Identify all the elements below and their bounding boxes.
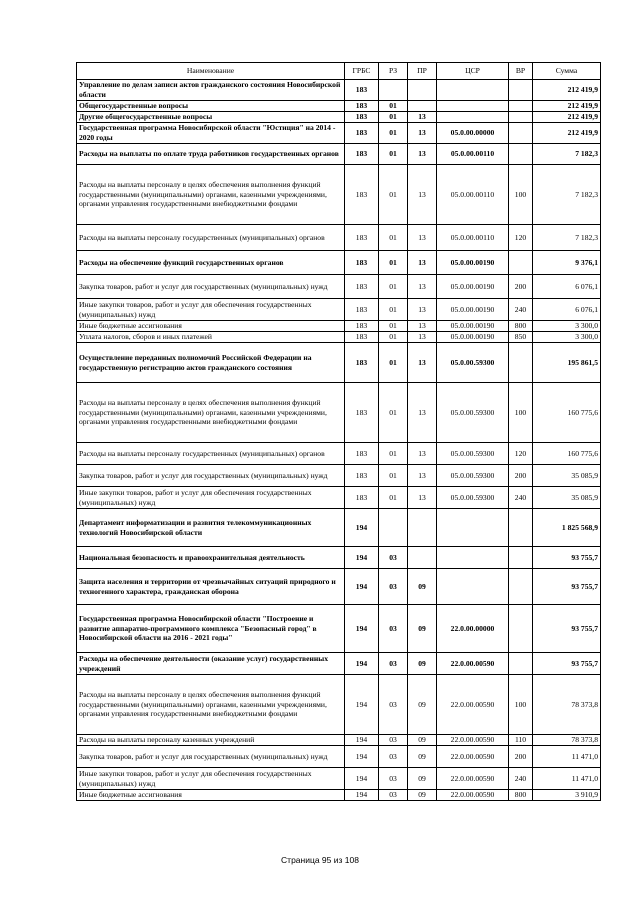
cell-name: Закупка товаров, работ и услуг для государственных (муниципальных) нужд [77,746,345,768]
cell-name: Осуществление переданных полномочий Российской Федерации на государственную регистрацию актов гражданского состояния [77,343,345,383]
cell-pr: 09 [408,790,437,801]
cell-sum: 6 076,1 [533,275,601,299]
cell-rz: 01 [379,487,408,509]
cell-csr: 05.0.00.00190 [437,275,509,299]
cell-csr: 22.0.00.00000 [437,605,509,653]
cell-pr: 13 [408,383,437,443]
cell-sum: 7 182,3 [533,144,601,165]
cell-name: Расходы на выплаты персоналу государственных (муниципальных) органов [77,443,345,465]
cell-csr: 22.0.00.00590 [437,768,509,790]
cell-grbs: 183 [345,112,379,123]
cell-sum: 212 419,9 [533,80,601,101]
cell-csr: 05.0.00.59300 [437,465,509,487]
cell-rz: 03 [379,746,408,768]
cell-grbs: 183 [345,80,379,101]
cell-csr: 05.0.00.59300 [437,487,509,509]
header-sum: Сумма [533,63,601,80]
cell-csr: 05.0.00.59300 [437,443,509,465]
cell-vr: 200 [509,746,533,768]
cell-pr [408,80,437,101]
cell-sum: 78 373,8 [533,735,601,746]
cell-pr: 13 [408,123,437,144]
cell-pr: 13 [408,251,437,275]
cell-name: Общегосударственные вопросы [77,101,345,112]
cell-vr [509,112,533,123]
cell-grbs: 183 [345,251,379,275]
table-row [77,332,601,343]
cell-rz [379,80,408,101]
cell-name: Расходы на выплаты персоналу в целях обеспечения выполнения функций государственными (муниципальными) органами, казенными учреждениями, органами управления государственными внебюджетными фондами [77,675,345,735]
cell-pr [408,509,437,547]
cell-grbs: 183 [345,144,379,165]
cell-name: Закупка товаров, работ и услуг для государственных (муниципальных) нужд [77,465,345,487]
cell-sum: 11 471,0 [533,768,601,790]
cell-name: Другие общегосударственные вопросы [77,112,345,123]
table-row [77,547,601,569]
cell-grbs: 183 [345,225,379,251]
cell-name: Иные бюджетные ассигнования [77,790,345,801]
cell-rz: 01 [379,251,408,275]
table-header-row [77,63,601,80]
cell-name: Национальная безопасность и правоохранительная деятельность [77,547,345,569]
cell-sum: 11 471,0 [533,746,601,768]
cell-pr: 13 [408,165,437,225]
cell-name: Иные закупки товаров, работ и услуг для обеспечения государственных (муниципальных) нужд [77,768,345,790]
cell-rz: 03 [379,790,408,801]
cell-name: Расходы на обеспечение функций государственных органов [77,251,345,275]
cell-sum: 212 419,9 [533,101,601,112]
page-number: Страница 95 из 108 [281,855,359,865]
cell-sum: 7 182,3 [533,225,601,251]
header-pr: ПР [408,63,437,80]
cell-rz: 01 [379,144,408,165]
cell-vr [509,569,533,605]
table-row [77,487,601,509]
cell-rz: 03 [379,675,408,735]
table-row [77,225,601,251]
cell-pr: 13 [408,487,437,509]
cell-pr: 09 [408,569,437,605]
cell-name: Иные бюджетные ассигнования [77,321,345,332]
cell-rz: 01 [379,383,408,443]
cell-csr [437,101,509,112]
cell-grbs: 183 [345,343,379,383]
cell-rz: 01 [379,225,408,251]
table-row [77,80,601,101]
cell-sum: 93 755,7 [533,605,601,653]
cell-vr: 200 [509,465,533,487]
cell-sum: 6 076,1 [533,299,601,321]
cell-vr: 120 [509,225,533,251]
cell-csr: 05.0.00.00190 [437,299,509,321]
cell-vr: 200 [509,275,533,299]
cell-pr: 09 [408,653,437,675]
cell-sum: 212 419,9 [533,123,601,144]
cell-rz: 03 [379,605,408,653]
cell-grbs: 194 [345,768,379,790]
cell-rz: 03 [379,569,408,605]
cell-vr [509,144,533,165]
cell-name: Департамент информатизации и развития телекоммуникационных технологий Новосибирской области [77,509,345,547]
cell-rz: 01 [379,443,408,465]
cell-pr [408,101,437,112]
table-row [77,383,601,443]
cell-sum: 78 373,8 [533,675,601,735]
cell-grbs: 194 [345,509,379,547]
cell-rz: 01 [379,275,408,299]
header-grbs: ГРБС [345,63,379,80]
cell-grbs: 183 [345,275,379,299]
table-row [77,101,601,112]
cell-grbs: 194 [345,746,379,768]
table-row [77,343,601,383]
cell-sum: 1 825 568,9 [533,509,601,547]
cell-pr: 13 [408,321,437,332]
cell-vr [509,251,533,275]
cell-name: Закупка товаров, работ и услуг для государственных (муниципальных) нужд [77,275,345,299]
table-row [77,275,601,299]
cell-pr: 13 [408,443,437,465]
cell-csr: 05.0.00.59300 [437,383,509,443]
cell-rz: 01 [379,123,408,144]
cell-rz: 01 [379,101,408,112]
cell-rz: 01 [379,332,408,343]
cell-csr: 22.0.00.00590 [437,790,509,801]
cell-csr: 05.0.00.59300 [437,343,509,383]
table-row [77,321,601,332]
cell-csr: 05.0.00.00190 [437,251,509,275]
cell-vr: 850 [509,332,533,343]
cell-grbs: 194 [345,653,379,675]
cell-name: Государственная программа Новосибирской области "Построение и развитие аппаратно-программного комплекса "Безопасный город" в Новосибирской области на 2016 - 2021 годы" [77,605,345,653]
table-row [77,768,601,790]
cell-rz: 01 [379,465,408,487]
cell-vr [509,653,533,675]
cell-pr: 13 [408,299,437,321]
cell-grbs: 183 [345,332,379,343]
cell-name: Защита населения и территории от чрезвычайных ситуаций природного и техногенного характера, гражданская оборона [77,569,345,605]
cell-rz: 03 [379,768,408,790]
cell-pr: 13 [408,343,437,383]
table-row [77,605,601,653]
cell-grbs: 183 [345,101,379,112]
cell-rz: 03 [379,547,408,569]
cell-pr: 09 [408,735,437,746]
table-row [77,123,601,144]
cell-pr: 13 [408,332,437,343]
table-row [77,251,601,275]
table-row [77,746,601,768]
cell-rz: 01 [379,112,408,123]
cell-vr [509,547,533,569]
cell-csr [437,569,509,605]
cell-pr [408,547,437,569]
table-row [77,653,601,675]
cell-sum: 35 085,9 [533,465,601,487]
cell-sum: 93 755,7 [533,569,601,605]
cell-vr [509,509,533,547]
cell-vr: 100 [509,165,533,225]
cell-csr: 22.0.00.00590 [437,675,509,735]
cell-csr: 05.0.00.00110 [437,225,509,251]
cell-csr: 05.0.00.00190 [437,332,509,343]
cell-grbs: 183 [345,123,379,144]
cell-vr: 120 [509,443,533,465]
table-row [77,144,601,165]
cell-sum: 9 376,1 [533,251,601,275]
cell-vr [509,605,533,653]
cell-name: Расходы на выплаты персоналу в целях обеспечения выполнения функций государственными (муниципальными) органами, казенными учреждениями, органами управления государственными внебюджетными фондами [77,165,345,225]
cell-sum: 3 300,0 [533,332,601,343]
cell-csr: 05.0.00.00190 [437,321,509,332]
cell-grbs: 183 [345,299,379,321]
cell-sum: 195 861,5 [533,343,601,383]
cell-vr: 240 [509,299,533,321]
table-row [77,465,601,487]
cell-name: Иные закупки товаров, работ и услуг для обеспечения государственных (муниципальных) нужд [77,299,345,321]
cell-pr: 09 [408,746,437,768]
cell-grbs: 183 [345,321,379,332]
cell-name: Расходы на обеспечение деятельности (оказание услуг) государственных учреждений [77,653,345,675]
table-row [77,735,601,746]
cell-csr [437,509,509,547]
cell-rz [379,509,408,547]
cell-pr: 13 [408,275,437,299]
cell-csr: 22.0.00.00590 [437,746,509,768]
cell-rz: 01 [379,321,408,332]
table-row [77,443,601,465]
cell-vr: 100 [509,383,533,443]
header-vr: ВР [509,63,533,80]
cell-vr: 100 [509,675,533,735]
cell-grbs: 194 [345,735,379,746]
cell-sum: 212 419,9 [533,112,601,123]
cell-sum: 160 775,6 [533,383,601,443]
cell-vr: 240 [509,487,533,509]
cell-pr: 13 [408,465,437,487]
cell-rz: 01 [379,165,408,225]
cell-csr: 05.0.00.00110 [437,165,509,225]
cell-sum: 7 182,3 [533,165,601,225]
cell-vr [509,123,533,144]
cell-rz: 03 [379,735,408,746]
cell-rz: 03 [379,653,408,675]
cell-name: Расходы на выплаты персоналу в целях обеспечения выполнения функций государственными (муниципальными) органами, казенными учреждениями, органами управления государственными внебюджетными фондами [77,383,345,443]
cell-sum: 93 755,7 [533,653,601,675]
cell-name: Государственная программа Новосибирской области "Юстиция" на 2014 - 2020 годы [77,123,345,144]
table-row [77,509,601,547]
cell-vr: 110 [509,735,533,746]
cell-name: Расходы на выплаты по оплате труда работников государственных органов [77,144,345,165]
cell-grbs: 194 [345,547,379,569]
cell-name: Управление по делам записи актов гражданского состояния Новосибирской области [77,80,345,101]
cell-csr: 22.0.00.00590 [437,653,509,675]
header-name: Наименование [77,63,345,80]
table-row [77,569,601,605]
table-body [77,80,601,801]
header-csr: ЦСР [437,63,509,80]
cell-pr: 09 [408,675,437,735]
cell-csr: 22.0.00.00590 [437,735,509,746]
cell-sum: 93 755,7 [533,547,601,569]
cell-csr: 05.0.00.00000 [437,123,509,144]
cell-grbs: 183 [345,487,379,509]
cell-csr [437,547,509,569]
cell-grbs: 183 [345,383,379,443]
cell-name: Расходы на выплаты персоналу государственных (муниципальных) органов [77,225,345,251]
cell-sum: 3 300,0 [533,321,601,332]
budget-table [76,62,601,801]
table-row [77,675,601,735]
cell-grbs: 194 [345,790,379,801]
cell-grbs: 183 [345,443,379,465]
cell-vr: 800 [509,321,533,332]
cell-sum: 160 775,6 [533,443,601,465]
cell-rz: 01 [379,299,408,321]
cell-grbs: 183 [345,165,379,225]
cell-name: Иные закупки товаров, работ и услуг для обеспечения государственных (муниципальных) нужд [77,487,345,509]
cell-pr: 13 [408,112,437,123]
table-row [77,790,601,801]
cell-csr [437,112,509,123]
cell-csr: 05.0.00.00110 [437,144,509,165]
cell-pr: 09 [408,768,437,790]
header-rz: РЗ [379,63,408,80]
cell-vr [509,101,533,112]
cell-pr: 09 [408,605,437,653]
cell-vr [509,80,533,101]
cell-vr [509,343,533,383]
table-row [77,112,601,123]
cell-name: Уплата налогов, сборов и иных платежей [77,332,345,343]
cell-grbs: 194 [345,569,379,605]
cell-name: Расходы на выплаты персоналу казенных учреждений [77,735,345,746]
cell-csr [437,80,509,101]
cell-grbs: 183 [345,465,379,487]
cell-sum: 35 085,9 [533,487,601,509]
cell-grbs: 194 [345,605,379,653]
cell-rz: 01 [379,343,408,383]
cell-grbs: 194 [345,675,379,735]
table-row [77,165,601,225]
cell-vr: 240 [509,768,533,790]
cell-pr: 13 [408,225,437,251]
table-row [77,299,601,321]
cell-sum: 3 910,9 [533,790,601,801]
cell-vr: 800 [509,790,533,801]
cell-pr: 13 [408,144,437,165]
